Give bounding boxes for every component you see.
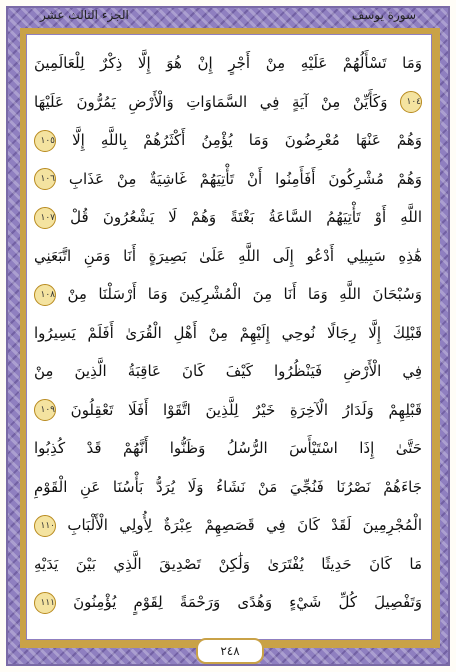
verse-line xyxy=(34,83,422,122)
line-text: وَمَا تَسْأَلُهُمْ عَلَيْهِ مِنْ أَجْرٍ إِنْ هُوَ إِلَّا ذِكْرٌ لِلْعَالَمِينَ xyxy=(34,54,422,72)
verse-line xyxy=(34,314,422,353)
verse-line xyxy=(34,583,422,622)
verse-line xyxy=(34,506,422,545)
verse-lines xyxy=(34,44,422,622)
verse-line xyxy=(34,545,422,584)
line-text: الْمُجْرِمِينَ لَقَدْ كَانَ فِي قَصَصِهِمْ عِبْرَةٌ لِأُولِي الْأَلْبَابِ xyxy=(67,516,422,534)
juz-label: الجزء الثالث عشر xyxy=(40,8,129,22)
line-text: وَكَأَيِّنْ مِنْ آيَةٍ فِي السَّمَاوَاتِ وَالْأَرْضِ يَمُرُّونَ عَلَيْهَا xyxy=(34,92,388,111)
ayah-marker: ١٠٩ xyxy=(34,399,56,421)
ayah-marker: ١٠٥ xyxy=(34,130,56,152)
verse-line xyxy=(34,275,422,314)
line-text: اللَّهِ أَوْ تَأْتِيَهُمُ السَّاعَةُ بَغْتَةً وَهُمْ لَا يَشْعُرُونَ قُلْ xyxy=(70,208,422,226)
verse-line xyxy=(34,352,422,391)
verse-line xyxy=(34,391,422,430)
surah-label: سورة يوسف xyxy=(351,8,416,22)
verse-line xyxy=(34,429,422,468)
ayah-marker: ١١٠ xyxy=(34,515,56,537)
page-number: ٢٤٨ xyxy=(196,638,264,664)
line-text: قَبْلِكَ إِلَّا رِجَالًا نُوحِي إِلَيْهِمْ مِنْ أَهْلِ الْقُرَىٰ أَفَلَمْ يَسِيرُوا xyxy=(34,323,422,342)
line-text: فِي الْأَرْضِ فَيَنْظُرُوا كَيْفَ كَانَ عَاقِبَةُ الَّذِينَ مِنْ xyxy=(34,362,422,380)
line-text: حَتَّىٰ إِذَا اسْتَيْأَسَ الرُّسُلُ وَظَنُّوا أَنَّهُمْ قَدْ كُذِبُوا xyxy=(34,439,422,457)
verse-line xyxy=(34,44,422,83)
ayah-marker: ١٠٦ xyxy=(34,168,56,190)
verse-line xyxy=(34,198,422,237)
verse-line xyxy=(34,160,422,199)
line-text: جَاءَهُمْ نَصْرُنَا فَنُجِّيَ مَنْ نَشَاءُ وَلَا يُرَدُّ بَأْسُنَا عَنِ الْقَوْمِ xyxy=(34,477,422,496)
verse-line xyxy=(34,237,422,276)
line-text: وَسُبْحَانَ اللَّهِ وَمَا أَنَا مِنَ الْمُشْرِكِينَ وَمَا أَرْسَلْنَا مِنْ xyxy=(67,285,422,303)
line-text: قَبْلِهِمْ وَلَدَارُ الْآخِرَةِ خَيْرٌ لِلَّذِينَ اتَّقَوْا أَفَلَا تَعْقِلُونَ xyxy=(70,400,422,419)
ayah-marker: ١١١ xyxy=(34,592,56,614)
line-text: هَٰذِهِ سَبِيلِي أَدْعُو إِلَى اللَّهِ عَلَىٰ بَصِيرَةٍ أَنَا وَمَنِ اتَّبَعَنِي xyxy=(34,246,422,265)
page-header xyxy=(0,0,456,30)
verse-line xyxy=(34,468,422,507)
ayah-marker: ١٠٧ xyxy=(34,207,56,229)
line-text: وَتَفْصِيلَ كُلِّ شَيْءٍ وَهُدًى وَرَحْمَةً لِقَوْمٍ يُؤْمِنُونَ xyxy=(73,593,422,611)
line-text: مَا كَانَ حَدِيثًا يُفْتَرَىٰ وَلَٰكِنْ تَصْدِيقَ الَّذِي بَيْنَ يَدَيْهِ xyxy=(34,554,422,573)
line-text: وَهُمْ عَنْهَا مُعْرِضُونَ وَمَا يُؤْمِنُ أَكْثَرُهُمْ بِاللَّهِ إِلَّا xyxy=(72,131,422,149)
verse-line xyxy=(34,121,422,160)
ayah-marker: ١٠٤ xyxy=(400,91,422,113)
line-text: وَهُمْ مُشْرِكُونَ أَفَأَمِنُوا أَنْ تَأْتِيَهُمْ غَاشِيَةٌ مِنْ عَذَابِ xyxy=(68,169,422,188)
ayah-marker: ١٠٨ xyxy=(34,284,56,306)
